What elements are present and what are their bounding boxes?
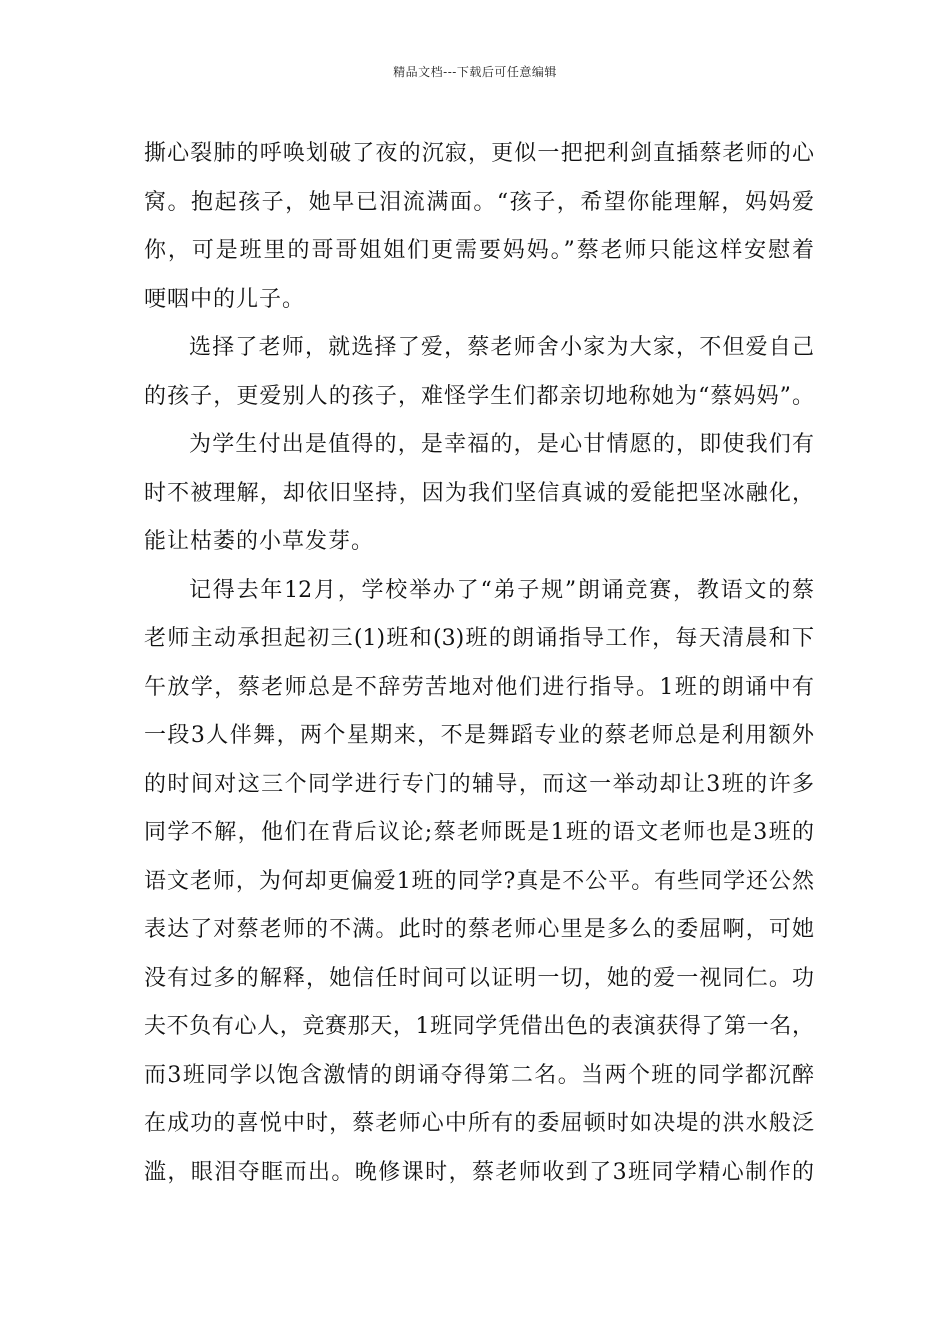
text-line: 选择了老师，就选择了爱，蔡老师舍小家为大家，不但爱自己 <box>189 335 814 360</box>
paragraph-2 <box>144 324 814 421</box>
page-header: 精品文档---下载后可任意编辑 <box>393 65 557 79</box>
paragraph-3 <box>144 421 814 567</box>
text-line: 语文老师，为何却更偏爱1班的同学?真是不公平。有些同学还公然 <box>144 868 814 894</box>
text-line: 为学生付出是值得的，是幸福的，是心甘情愿的，即使我们有 <box>189 432 814 457</box>
text-line: 的孩子，更爱别人的孩子，难怪学生们都亲切地称她为“蔡妈妈”。 <box>144 383 814 409</box>
text-line: 窝。抱起孩子，她早已泪流满面。“孩子，希望你能理解，妈妈爱 <box>144 189 814 215</box>
text-line: 的时间对这三个同学进行专门的辅导，而这一举动却让3班的许多 <box>144 771 814 797</box>
paragraph-4 <box>144 567 814 1198</box>
text-line: 老师主动承担起初三(1)班和(3)班的朗诵指导工作，每天清晨和下 <box>144 626 815 651</box>
document-body <box>144 130 814 1197</box>
text-line: 在成功的喜悦中时，蔡老师心中所有的委屈顿时如决堤的洪水般泛 <box>144 1111 814 1136</box>
text-line: 没有过多的解释，她信任时间可以证明一切，她的爱一视同仁。功 <box>144 965 814 991</box>
text-line: 你，可是班里的哥哥姐姐们更需要妈妈。”蔡老师只能这样安慰着 <box>144 238 814 263</box>
text-line: 能让枯萎的小草发芽。 <box>144 529 375 554</box>
text-line: 滥，眼泪夺眶而出。晚修课时，蔡老师收到了3班同学精心制作的 <box>144 1159 814 1185</box>
text-line: 时不被理解，却依旧坚持，因为我们坚信真诚的爱能把坚冰融化， <box>144 480 814 506</box>
text-line: 一段3人伴舞，两个星期来，不是舞蹈专业的蔡老师总是利用额外 <box>144 723 814 748</box>
text-line: 而3班同学以饱含激情的朗诵夺得第二名。当两个班的同学都沉醉 <box>144 1062 814 1088</box>
paragraph-1 <box>144 130 814 324</box>
text-line: 表达了对蔡老师的不满。此时的蔡老师心里是多么的委屈啊，可她 <box>144 917 814 942</box>
text-line: 同学不解，他们在背后议论;蔡老师既是1班的语文老师也是3班的 <box>144 820 814 845</box>
text-line: 夫不负有心人，竞赛那天，1班同学凭借出色的表演获得了第一名， <box>144 1014 814 1039</box>
text-line: 午放学，蔡老师总是不辞劳苦地对他们进行指导。1班的朗诵中有 <box>144 674 814 700</box>
text-line: 撕心裂肺的呼唤划破了夜的沉寂，更似一把把利剑直插蔡老师的心 <box>144 141 814 166</box>
text-line: 记得去年12月，学校举办了“弟子规”朗诵竞赛，教语文的蔡 <box>189 577 814 603</box>
text-line: 哽咽中的儿子。 <box>144 286 306 312</box>
